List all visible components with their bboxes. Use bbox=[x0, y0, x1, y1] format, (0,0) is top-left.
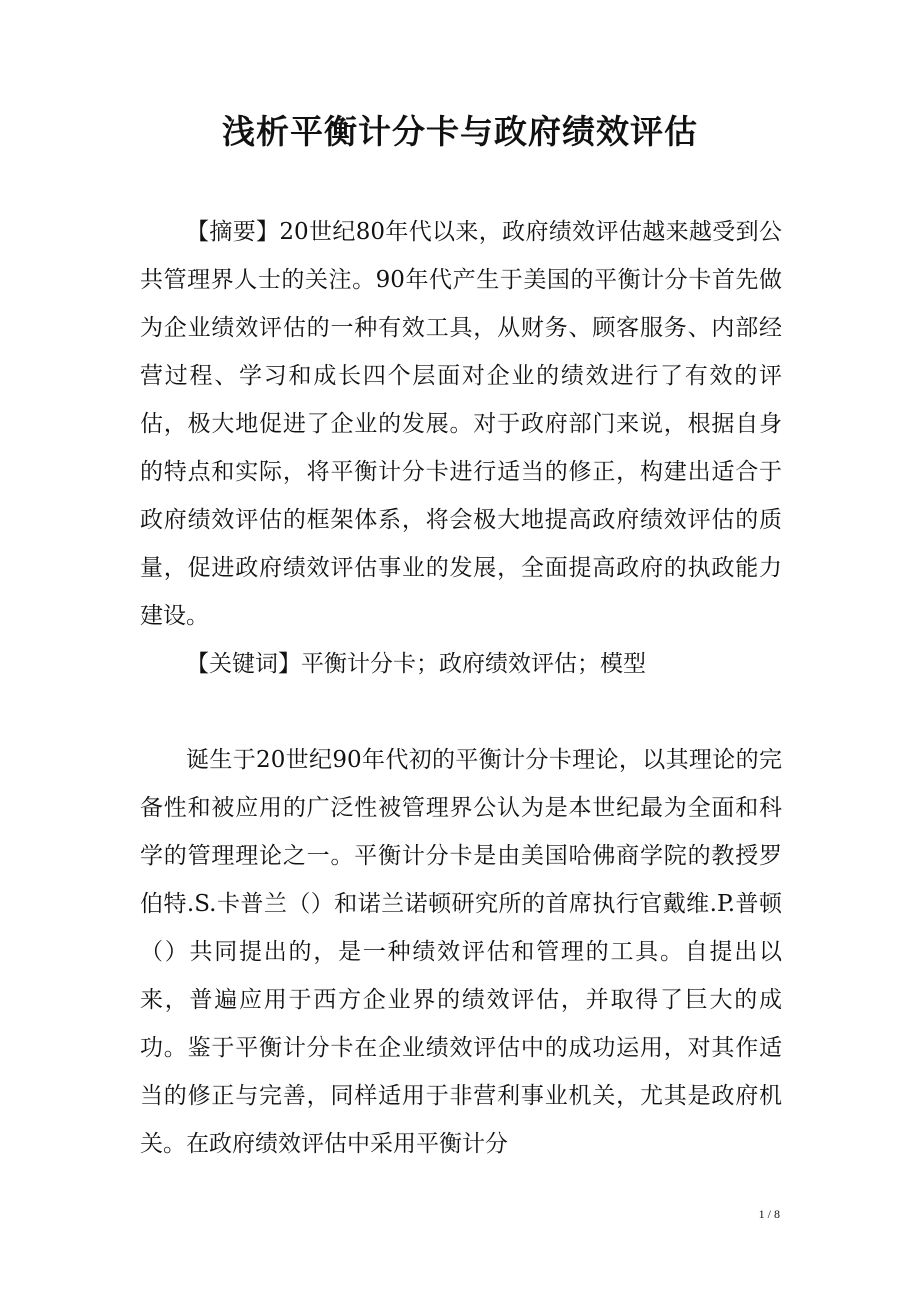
page-number: 1 / 8 bbox=[758, 1207, 780, 1221]
abstract-paragraph: 【摘要】20世纪80年代以来，政府绩效评估越来越受到公共管理界人士的关注。90年代产生于美国的平衡计分卡首先做为企业绩效评估的一种有效工具，从财务、顾客服务、内部经营过程、学习和成长四个层面对企业的绩效进行了有效的评估，极大地促进了企业的发展。对于政府部门来说，根据自身的特点和实际，将平衡计分卡进行适当的修正，构建出适合于政府绩效评估的框架体系，将会极大地提高政府绩效评估的质量，促进政府绩效评估事业的发展，全面提高政府的执政能力建设。 bbox=[140, 219, 782, 629]
keywords-paragraph: 【关键词】平衡计分卡；政府绩效评估；模型 bbox=[186, 651, 646, 677]
document-title: 浅析平衡计分卡与政府绩效评估 bbox=[222, 112, 698, 151]
intro-paragraph: 诞生于20世纪90年代初的平衡计分卡理论，以其理论的完备性和被应用的广泛性被管理界公认为是本世纪最为全面和科学的管理理论之一。平衡计分卡是由美国哈佛商学院的教授罗伯特.S.卡普兰（）和诺兰诺顿研究所的首席执行官戴维.P.普顿（）共同提出的，是一种绩效评估和管理的工具。自提出以来，普遍应用于西方企业界的绩效评估，并取得了巨大的成功。鉴于平衡计分卡在企业绩效评估中的成功运用，对其作适当的修正与完善，同样适用于非营利事业机关，尤其是政府机关。在政府绩效评估中采用平衡计分 bbox=[140, 747, 782, 1157]
